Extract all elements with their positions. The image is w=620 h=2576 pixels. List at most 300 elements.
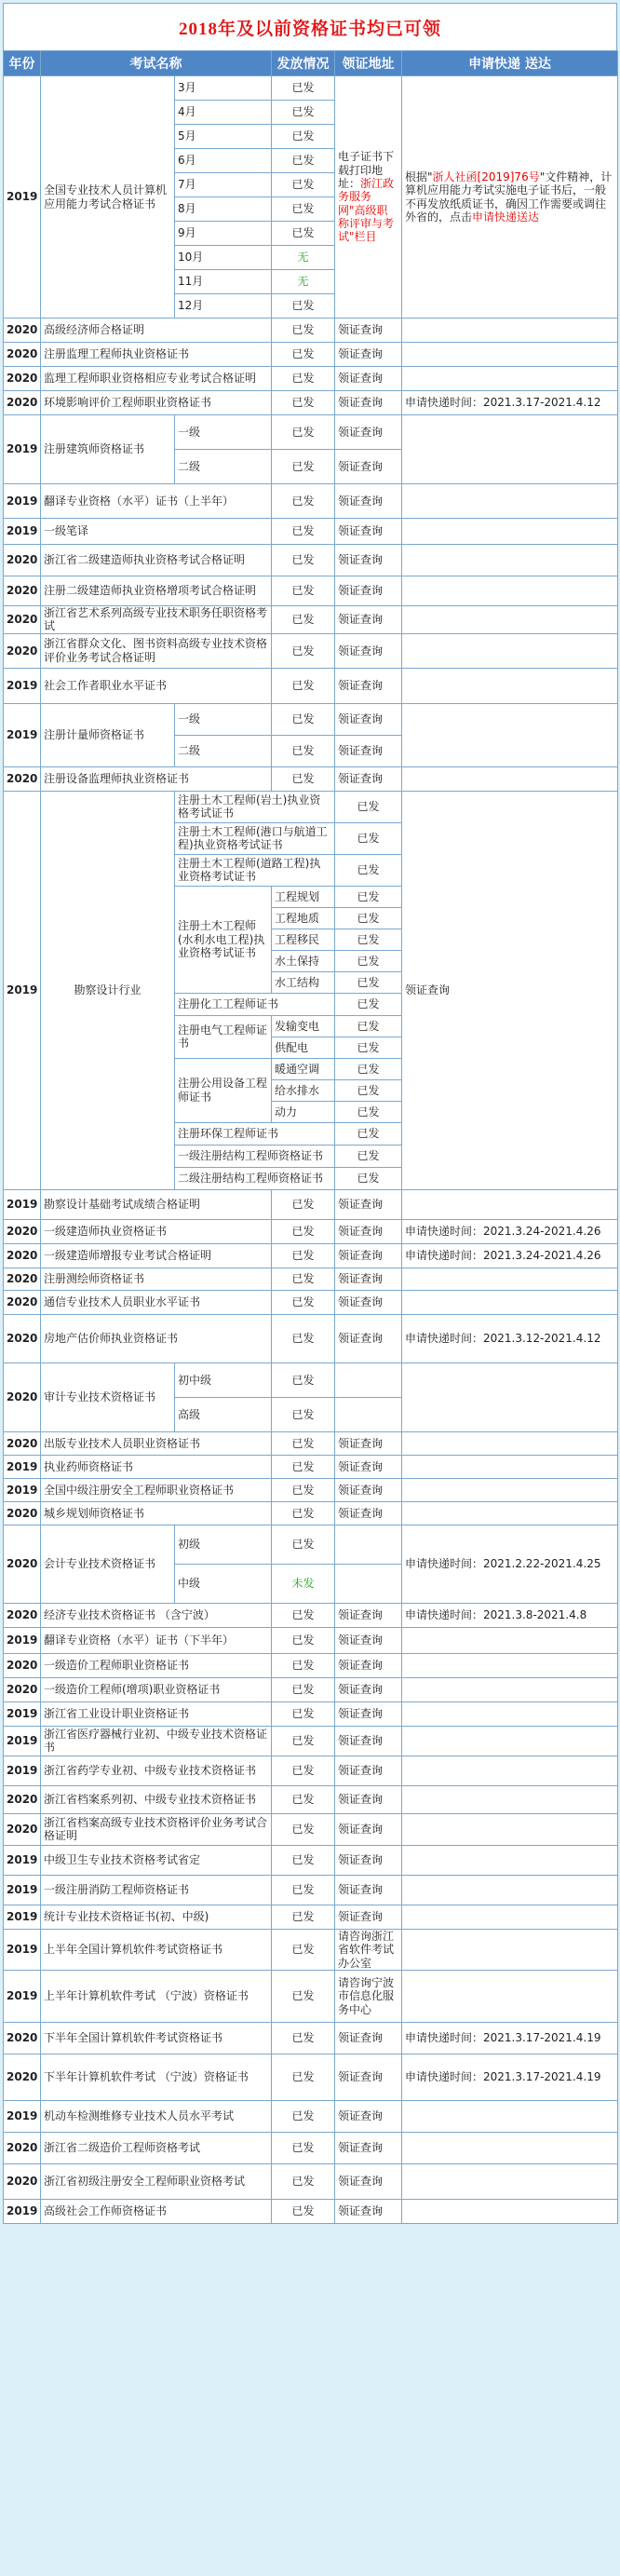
certificate-query-link[interactable]: 领证查询 [335,2022,402,2054]
year-cell: 2020 [4,1603,41,1627]
table-row [4,1756,618,1785]
table-row [4,1603,618,1627]
table-body [4,76,618,2224]
certificate-query-link[interactable]: 领证查询 [335,367,402,391]
sub-exam-name: 注册土木工程师(港口与航道工程)执业资格考试证书 [175,822,335,854]
year-cell: 2019 [4,1970,41,2022]
exam-name: 全国专业技术人员计算机应用能力考试合格证书 [41,76,175,319]
sub-level: 工程移民 [272,929,335,950]
status-cell: 已发 [335,886,402,907]
certificate-query-link[interactable]: 领证查询 [335,519,402,545]
status-cell: 已发 [272,545,335,576]
status-cell: 已发 [335,1015,402,1037]
year-cell: 2019 [4,1702,41,1726]
table-row [4,1478,618,1501]
exam-name: 注册测绘师资格证书 [41,1268,272,1290]
exam-name: 勘察设计基础考试成绩合格证明 [41,1189,272,1219]
status-cell: 已发 [335,854,402,886]
certificate-query-link[interactable]: 领证查询 [335,484,402,519]
year-cell: 2020 [4,1677,41,1702]
status-cell: 已发 [272,633,335,668]
table-row [4,1627,618,1653]
status-cell: 已发 [272,1845,335,1875]
status-cell: 已发 [272,2163,335,2199]
table-row [4,2054,618,2100]
table-row [4,1525,618,1564]
exam-name: 监理工程师职业资格相应专业考试合格证明 [41,367,272,391]
apply-cell [402,1970,618,2022]
apply-cell [402,1363,618,1431]
express-apply-link[interactable]: 申请快递时间：2021.3.8-2021.4.8 [402,1603,618,1627]
table-row [4,367,618,391]
certificate-query-link[interactable]: 领证查询 [335,450,402,484]
year-cell: 2020 [4,633,41,668]
status-cell: 已发 [335,950,402,971]
certificate-query-link[interactable]: 领证查询 [335,1813,402,1845]
table-row [4,1290,618,1314]
status-cell: 已发 [335,1101,402,1122]
exam-name: 环境影响评价工程师职业资格证书 [41,391,272,415]
status-cell: 已发 [272,1970,335,2022]
sub-exam-name: 注册电气工程师证书 [175,1015,272,1058]
exam-name: 浙江省档案系列初、中级专业技术资格证书 [41,1785,272,1813]
apply-cell [402,606,618,634]
status-cell: 已发 [272,149,335,173]
year-cell: 2020 [4,1813,41,1845]
apply-cell [402,545,618,576]
certificate-query-link[interactable]: 领证查询 [335,1501,402,1525]
zhejiang-portal-link[interactable]: 浙江政务服务网"高级职称评审与考试"栏目 [338,176,395,244]
express-apply-link[interactable]: 申请快递时间：2021.3.24-2021.4.26 [402,1243,618,1268]
year-cell: 2019 [4,484,41,519]
year-cell: 2020 [4,343,41,367]
table-row [4,1702,618,1726]
month-cell: 3月 [175,76,272,101]
year-cell: 2019 [4,1845,41,1875]
status-cell: 已发 [335,929,402,950]
exam-name: 浙江省二级造价工程师资格考试 [41,2132,272,2163]
year-cell: 2019 [4,2199,41,2223]
table-row [4,519,618,545]
exam-name: 全国中级注册安全工程师职业资格证书 [41,1478,272,1501]
download-address-label: 电子证书下载打印地址： [338,150,395,190]
apply-cell [402,1627,618,1653]
exam-name: 上半年全国计算机软件考试资格证书 [41,1929,272,1970]
header-year: 年份 [4,51,41,76]
status-cell: 已发 [272,367,335,391]
certificate-query-link[interactable]: 领证查询 [335,1189,402,1219]
month-cell: 12月 [175,294,272,319]
exam-name: 审计专业技术资格证书 [41,1363,175,1431]
status-cell: 已发 [272,1756,335,1785]
apply-cell [402,1726,618,1756]
apply-note-prefix: 根据" [405,169,433,183]
certificate-query-link[interactable]: 领证查询 [335,766,402,791]
month-cell: 11月 [175,270,272,294]
sub-exam-name: 注册土木工程师(道路工程)执业资格考试证书 [175,854,335,886]
status-cell: 已发 [335,1122,402,1145]
status-cell: 无 [272,246,335,270]
address-cell [335,1363,402,1397]
status-cell: 已发 [272,576,335,606]
sub-level: 一级 [175,703,272,735]
status-cell: 已发 [272,703,335,735]
table-row [4,1189,618,1219]
certificate-query-link[interactable]: 领证查询 [335,1603,402,1627]
year-cell: 2020 [4,1525,41,1603]
certificate-query-link[interactable]: 领证查询 [335,391,402,415]
status-cell: 已发 [272,1653,335,1677]
table-row [4,703,618,735]
apply-cell [402,1455,618,1478]
status-cell: 已发 [272,668,335,703]
apply-cell [402,1756,618,1785]
year-cell: 2019 [4,1929,41,1970]
table-row [4,1431,618,1455]
apply-cell [402,633,618,668]
exam-name: 浙江省二级建造师执业资格考试合格证明 [41,545,272,576]
title-bar [3,3,617,50]
year-cell: 2019 [4,1189,41,1219]
status-cell: 已发 [272,391,335,415]
exam-name: 一级注册消防工程师资格证书 [41,1875,272,1905]
table-header-row [4,51,618,76]
certificate-query-link[interactable]: 领证查询 [335,545,402,576]
sub-level: 给水排水 [272,1079,335,1101]
certificate-query-link[interactable]: 领证查询 [335,1726,402,1756]
certificate-query-link[interactable]: 领证查询 [335,1677,402,1702]
apply-cell [402,1653,618,1677]
status-cell: 已发 [335,1167,402,1189]
year-cell: 2020 [4,1785,41,1813]
exam-name: 一级笔译 [41,519,272,545]
status-cell: 已发 [272,735,335,766]
exam-name: 翻译专业资格（水平）证书（下半年） [41,1627,272,1653]
certificate-query-link[interactable]: 领证查询 [335,2163,402,2199]
apply-cell [402,1702,618,1726]
sub-level: 高级 [175,1397,272,1431]
certificate-query-link[interactable]: 领证查询 [335,633,402,668]
table-row [4,1314,618,1363]
apply-cell [402,1929,618,1970]
header-address: 领证地址 [335,51,402,76]
year-cell: 2019 [4,668,41,703]
certificate-query-link[interactable]: 领证查询 [335,1875,402,1905]
status-cell: 已发 [272,319,335,343]
express-apply-link[interactable]: 申请快递时间：2021.3.17-2021.4.19 [402,2022,618,2054]
apply-cell [402,1189,618,1219]
express-apply-link[interactable]: 申请快递时间：2021.3.12-2021.4.12 [402,1314,618,1363]
year-cell: 2020 [4,1219,41,1243]
certificate-query-link[interactable]: 领证查询 [335,576,402,606]
certificate-query-link[interactable]: 领证查询 [335,2054,402,2100]
sub-level: 中级 [175,1564,272,1603]
page-title: 2018年及以前资格证书均已可领 [178,19,441,39]
express-apply-link[interactable]: 申请快递时间：2021.3.17-2021.4.19 [402,2054,618,2100]
certificate-query-link[interactable]: 领证查询 [335,703,402,735]
exam-name: 通信专业技术人员职业水平证书 [41,1290,272,1314]
certificate-query-link[interactable]: 领证查询 [335,1431,402,1455]
sub-exam-name: 注册土木工程师(水利水电工程)执业资格考试证书 [175,886,272,993]
sub-exam-name: 一级注册结构工程师资格证书 [175,1145,335,1167]
apply-cell [402,415,618,484]
table-row [4,1845,618,1875]
certificate-query-link[interactable]: 领证查询 [335,1290,402,1314]
exam-name: 勘察设计行业 [41,791,175,1189]
apply-note [402,76,618,319]
apply-cell [402,2100,618,2132]
status-cell: 已发 [272,1875,335,1905]
year-cell: 2019 [4,1455,41,1478]
status-cell: 已发 [272,1525,335,1564]
exam-name: 浙江省医疗器械行业初、中级专业技术资格证书 [41,1726,272,1756]
certificate-query-link[interactable]: 领证查询 [335,1653,402,1677]
table-row [4,319,618,343]
year-cell: 2019 [4,1905,41,1929]
status-cell: 已发 [272,1189,335,1219]
table-row [4,1875,618,1905]
status-cell: 已发 [272,1363,335,1397]
certificate-query-link[interactable]: 领证查询 [335,1455,402,1478]
year-cell: 2020 [4,1363,41,1431]
exam-name: 一级造价工程师职业资格证书 [41,1653,272,1677]
year-cell: 2019 [4,1627,41,1653]
status-cell: 已发 [272,1219,335,1243]
status-cell: 已发 [272,1813,335,1845]
exam-name: 社会工作者职业水平证书 [41,668,272,703]
exam-name: 执业药师资格证书 [41,1455,272,1478]
status-cell: 已发 [272,222,335,246]
year-cell: 2020 [4,1431,41,1455]
status-cell: 已发 [272,343,335,367]
status-cell: 已发 [335,1037,402,1058]
year-cell: 2019 [4,519,41,545]
status-cell: 已发 [272,1677,335,1702]
apply-cell [402,766,618,791]
certificate-query-link[interactable]: 领证查询 [335,1905,402,1929]
certificate-query-link[interactable]: 领证查询 [335,1845,402,1875]
table-row [4,1501,618,1525]
table-row [4,766,618,791]
table-row [4,2163,618,2199]
table-row [4,76,618,101]
status-cell: 已发 [272,1905,335,1929]
table-row [4,606,618,634]
exam-name: 中级卫生专业技术资格考试省定 [41,1845,272,1875]
status-cell: 已发 [335,1145,402,1167]
certificate-query-link[interactable]: 领证查询 [335,1702,402,1726]
month-cell: 9月 [175,222,272,246]
status-cell: 已发 [272,1726,335,1756]
sub-exam-name: 注册化工工程师证书 [175,993,335,1015]
status-cell: 已发 [272,1603,335,1627]
certificate-query-link[interactable]: 领证查询 [335,668,402,703]
certificate-query-link[interactable]: 领证查询 [402,791,618,1189]
table-row [4,1726,618,1756]
apply-cell [402,1268,618,1290]
sub-level: 初级 [175,1525,272,1564]
table-row [4,2022,618,2054]
status-cell: 已发 [272,101,335,125]
apply-cell [402,2199,618,2223]
year-cell: 2019 [4,1756,41,1785]
status-cell: 已发 [335,993,402,1015]
status-cell: 已发 [335,822,402,854]
express-apply-link[interactable]: 申请快递时间：2021.2.22-2021.4.25 [402,1525,618,1603]
status-cell: 已发 [335,907,402,929]
address-note: 请咨询宁波市信息化服务中心 [335,1970,402,2022]
policy-document-link[interactable]: 浙人社函[2019]76号 [432,169,540,183]
certificate-query-link[interactable]: 领证查询 [335,1268,402,1290]
exam-name: 翻译专业资格（水平）证书（上半年） [41,484,272,519]
sub-level: 一级 [175,415,272,450]
certificate-query-link[interactable]: 领证查询 [335,415,402,450]
table-row [4,1785,618,1813]
table-row [4,343,618,367]
year-cell: 2019 [4,76,41,319]
table-row [4,576,618,606]
status-cell: 已发 [272,76,335,101]
sub-level: 初中级 [175,1363,272,1397]
apply-cell [402,319,618,343]
year-cell: 2019 [4,703,41,766]
status-cell: 已发 [272,1929,335,1970]
certificate-query-link[interactable]: 领证查询 [335,343,402,367]
certificate-sheet [3,3,617,2224]
year-cell: 2020 [4,1290,41,1314]
status-cell: 已发 [272,1397,335,1431]
certificate-query-link[interactable]: 领证查询 [335,1478,402,1501]
apply-cell [402,2132,618,2163]
certificate-query-link[interactable]: 领证查询 [335,2100,402,2132]
sub-level: 工程地质 [272,907,335,929]
table-row [4,2132,618,2163]
table-row [4,2100,618,2132]
apply-cell [402,1875,618,1905]
year-cell: 2020 [4,2132,41,2163]
exam-name: 浙江省初级注册安全工程师职业资格考试 [41,2163,272,2199]
sub-level: 暖通空调 [272,1058,335,1079]
certificate-query-link[interactable]: 领证查询 [335,1243,402,1268]
table-row [4,1813,618,1845]
sub-exam-name: 注册公用设备工程师证书 [175,1058,272,1122]
certificate-query-link[interactable]: 领证查询 [335,2132,402,2163]
sub-level: 供配电 [272,1037,335,1058]
year-cell: 2020 [4,1243,41,1268]
exam-name: 高级经济师合格证明 [41,319,272,343]
year-cell: 2020 [4,1653,41,1677]
table-row [4,545,618,576]
year-cell: 2019 [4,415,41,484]
year-cell: 2019 [4,1478,41,1501]
table-row [4,633,618,668]
exam-name: 一级建造师增报专业考试合格证明 [41,1243,272,1268]
sub-level: 二级 [175,735,272,766]
sub-exam-name: 二级注册结构工程师资格证书 [175,1167,335,1189]
status-cell: 已发 [272,2199,335,2223]
exam-name: 注册监理工程师执业资格证书 [41,343,272,367]
exam-name: 经济专业技术资格证书 （含宁波） [41,1603,272,1627]
certificate-query-link[interactable]: 领证查询 [335,1756,402,1785]
express-apply-link[interactable]: 申请快递时间：2021.3.24-2021.4.26 [402,1219,618,1243]
year-cell: 2019 [4,1875,41,1905]
status-cell: 无 [272,270,335,294]
table-row [4,1677,618,1702]
exam-name: 注册计量师资格证书 [41,703,175,766]
status-cell: 已发 [272,1478,335,1501]
exam-name: 浙江省工业设计职业资格证书 [41,1702,272,1726]
express-apply-link[interactable]: 申请快递时间：2021.3.17-2021.4.12 [402,391,618,415]
year-cell: 2020 [4,2054,41,2100]
apply-cell [402,1845,618,1875]
apply-cell [402,367,618,391]
status-cell: 已发 [272,125,335,149]
apply-cell [402,1478,618,1501]
certificate-query-link[interactable]: 领证查询 [335,1627,402,1653]
table-row [4,791,618,822]
certificate-query-link[interactable]: 领证查询 [335,1314,402,1363]
month-cell: 4月 [175,101,272,125]
certificate-query-link[interactable]: 领证查询 [335,1219,402,1243]
download-address [335,76,402,319]
table-row [4,2199,618,2223]
status-cell: 已发 [272,1314,335,1363]
year-cell: 2020 [4,766,41,791]
sub-level: 二级 [175,450,272,484]
sub-level: 发输变电 [272,1015,335,1037]
status-cell: 已发 [272,450,335,484]
apply-cell [402,1677,618,1702]
exam-name: 统计专业技术资格证书(初、中级) [41,1905,272,1929]
apply-cell [402,576,618,606]
exam-name: 房地产估价师执业资格证书 [41,1314,272,1363]
table-row [4,1455,618,1478]
year-cell: 2019 [4,791,41,1189]
status-cell: 已发 [335,971,402,993]
year-cell: 2020 [4,367,41,391]
apply-cell [402,1905,618,1929]
status-cell: 已发 [272,294,335,319]
exam-name: 注册二级建造师执业资格增项考试合格证明 [41,576,272,606]
year-cell: 2019 [4,1726,41,1756]
address-note: 请咨询浙江省软件考试办公室 [335,1929,402,1970]
address-cell [335,1564,402,1603]
express-apply-link[interactable]: 申请快递送达 [472,210,540,224]
apply-cell [402,703,618,766]
certificate-query-link[interactable]: 领证查询 [335,1785,402,1813]
status-cell: 已发 [272,1785,335,1813]
exam-name: 注册建筑师资格证书 [41,415,175,484]
status-cell: 已发 [272,197,335,222]
year-cell: 2020 [4,606,41,634]
status-cell: 已发 [272,1702,335,1726]
status-cell: 已发 [272,2054,335,2100]
year-cell: 2020 [4,2022,41,2054]
exam-name: 浙江省艺术系列高级专业技术职务任职资格考试 [41,606,272,634]
certificate-query-link[interactable]: 领证查询 [335,2199,402,2223]
certificate-query-link[interactable]: 领证查询 [335,606,402,634]
certificate-query-link[interactable]: 领证查询 [335,319,402,343]
table-row [4,1243,618,1268]
exam-name: 浙江省药学专业初、中级专业技术资格证书 [41,1756,272,1785]
status-cell: 已发 [335,1058,402,1079]
exam-name: 一级建造师执业资格证书 [41,1219,272,1243]
certificate-query-link[interactable]: 领证查询 [335,735,402,766]
table-row [4,415,618,450]
status-cell: 已发 [272,2132,335,2163]
exam-name: 上半年计算机软件考试 （宁波）资格证书 [41,1970,272,2022]
sub-level: 水土保持 [272,950,335,971]
